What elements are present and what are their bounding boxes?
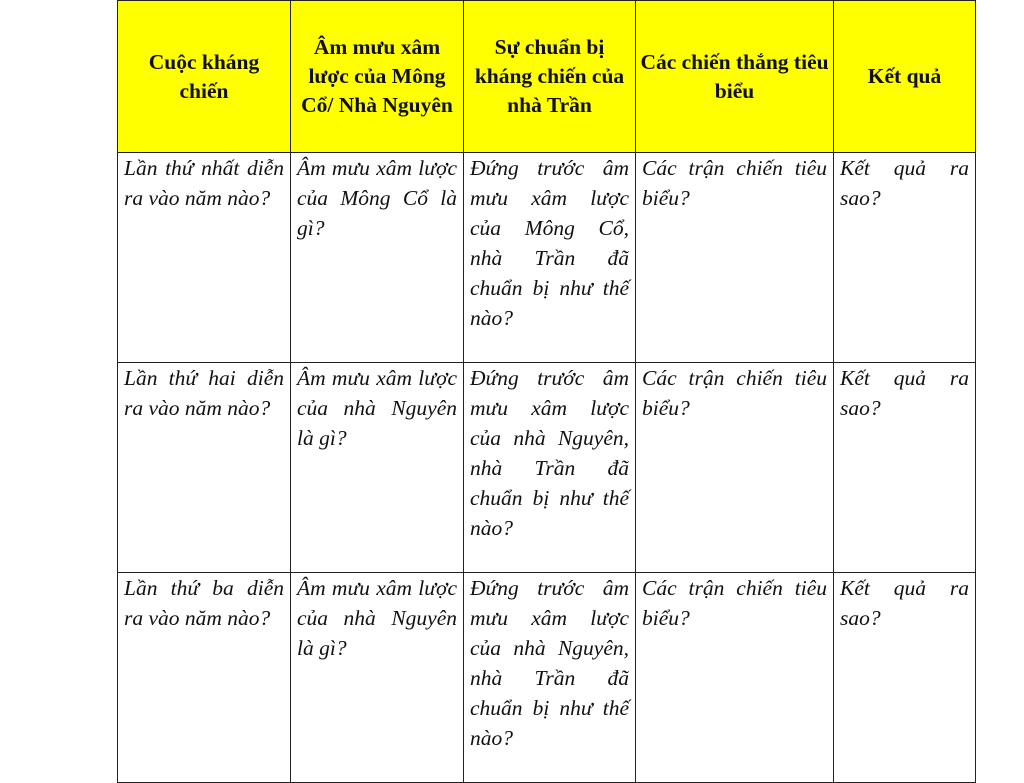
- resistance-wars-table: [117, 0, 976, 783]
- table-cell: Âm mưu xâm lược của nhà Nguyên là gì?: [291, 363, 464, 573]
- table-cell: Lần thứ hai diễn ra vào năm nào?: [118, 363, 291, 573]
- table-header-row: [118, 1, 976, 153]
- table-row: [118, 363, 976, 573]
- table-cell: Kết quả ra sao?: [834, 573, 976, 783]
- table-cell: Lần thứ ba diễn ra vào năm nào?: [118, 573, 291, 783]
- table-row: [118, 573, 976, 783]
- table-cell: Các trận chiến tiêu biểu?: [636, 363, 834, 573]
- header-chien-thang-tieu-bieu: Các chiến thắng tiêu biểu: [636, 1, 834, 153]
- table-cell: Lần thứ nhất diễn ra vào năm nào?: [118, 153, 291, 363]
- header-am-muu-xam-luoc: Âm mưu xâm lược của Mông Cổ/ Nhà Nguyên: [291, 1, 464, 153]
- table-cell: Đứng trước âm mưu xâm lược của nhà Nguyên, nhà Trần đã chuẩn bị như thế nào?: [464, 573, 636, 783]
- table-cell: Âm mưu xâm lược của nhà Nguyên là gì?: [291, 573, 464, 783]
- table-cell: Đứng trước âm mưu xâm lược của nhà Nguyên, nhà Trần đã chuẩn bị như thế nào?: [464, 363, 636, 573]
- header-ket-qua: Kết quả: [834, 1, 976, 153]
- header-su-chuan-bi: Sự chuẩn bị kháng chiến của nhà Trần: [464, 1, 636, 153]
- table-cell: Kết quả ra sao?: [834, 153, 976, 363]
- table-cell: Các trận chiến tiêu biểu?: [636, 573, 834, 783]
- table-cell: Các trận chiến tiêu biểu?: [636, 153, 834, 363]
- header-cuoc-khang-chien: Cuộc kháng chiến: [118, 1, 291, 153]
- table-row: [118, 153, 976, 363]
- table-cell: Kết quả ra sao?: [834, 363, 976, 573]
- table-cell: Âm mưu xâm lược của Mông Cổ là gì?: [291, 153, 464, 363]
- table-cell: Đứng trước âm mưu xâm lược của Mông Cổ, nhà Trần đã chuẩn bị như thế nào?: [464, 153, 636, 363]
